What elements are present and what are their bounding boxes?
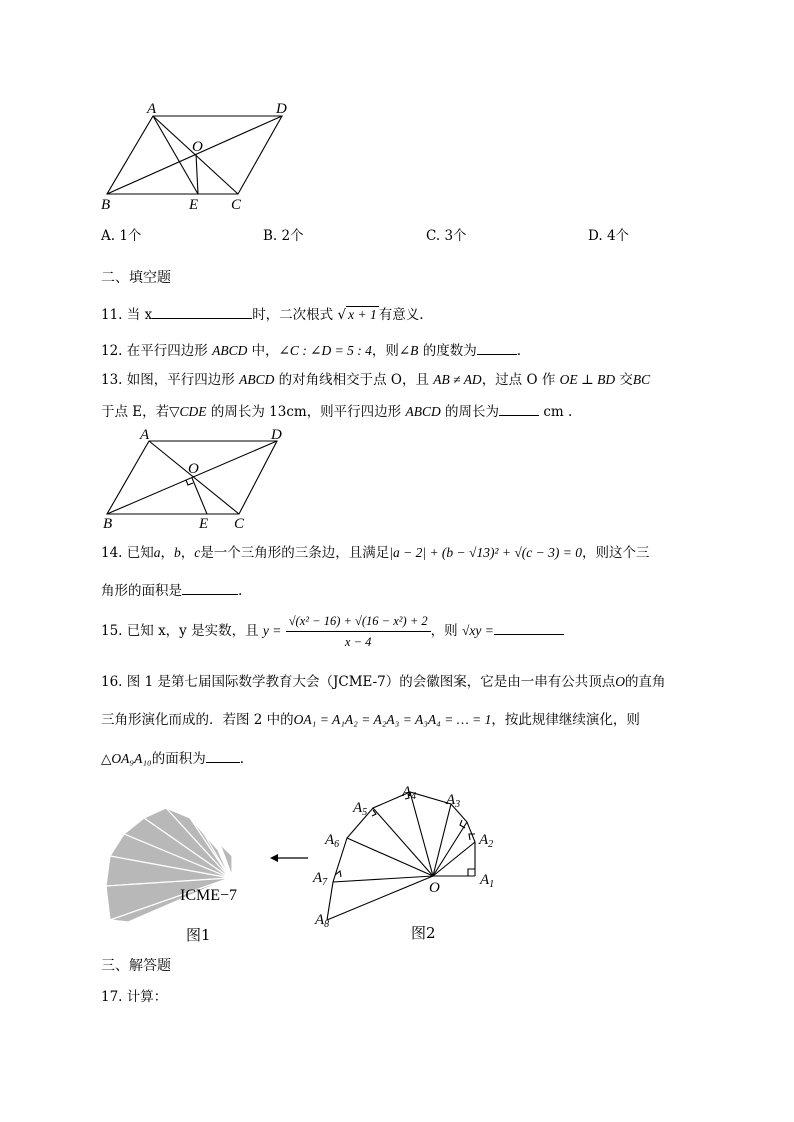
question-15: 15. 已知 x，y 是实数，且 y = $\frac{\text{√(x² − 16) + √(16 − x²) + 2}}{x - 4}$ ，则 √xy = [101, 613, 564, 650]
label-A8: $A_8$ [315, 912, 330, 930]
figure-2-caption: 图2 [411, 924, 436, 942]
label-B: B [101, 197, 111, 213]
option-d[interactable]: D. 4个 [588, 228, 630, 244]
section-solve: 三、解答题 [101, 958, 171, 974]
label-C: C [234, 516, 245, 532]
option-a[interactable]: A. 1个 [101, 228, 142, 244]
label-O: O [192, 139, 203, 155]
answer-blank-14[interactable] [182, 580, 238, 595]
answer-blank-13[interactable] [499, 401, 539, 416]
option-c[interactable]: C. 3个 [426, 228, 467, 244]
figure-q13-parallelogram [95, 425, 300, 535]
label-A2: $A_2$ [479, 832, 494, 850]
answer-blank-16[interactable] [206, 748, 240, 763]
answer-blank-11[interactable] [152, 304, 252, 319]
label-A: A [140, 427, 150, 443]
label-A7: $A_7$ [313, 870, 328, 888]
label-O: O [188, 461, 199, 477]
label-A5: $A_5$ [353, 800, 368, 818]
figure-1-icme-logo [100, 800, 260, 950]
label-A4: $A_4$ [402, 784, 417, 802]
label-D: D [271, 427, 282, 443]
question-16-line1: 16. 图 1 是第七届国际数学教育大会（JCME-7）的会徽图案，它是由一串有公共顶点O的直角 [101, 674, 666, 690]
section-fill-in: 二、填空题 [101, 270, 171, 286]
label-A3: $A_3$ [446, 792, 461, 810]
label-A: A [147, 101, 157, 117]
question-14-line2: 角形的面积是 . [101, 580, 242, 601]
option-b[interactable]: B. 2个 [263, 228, 304, 244]
figure-top-parallelogram [95, 98, 300, 216]
arrow-left-icon [268, 850, 310, 866]
answer-blank-12[interactable] [477, 340, 517, 355]
question-11: 11. 当 x 时，二次根式 √ x + 1 有意义. [101, 304, 424, 325]
question-12: 12. 在平行四边形 ABCD 中，∠C : ∠D = 5 : 4，则∠B 的度数为 . [101, 340, 521, 361]
label-B: B [103, 516, 113, 532]
question-16-line2: 三角形演化而成的．若图 2 中的OA₁ = A₁A₂ = A₂A₃ = A₃A₄ = … = 1，按此规律继续演化，则 [101, 712, 640, 728]
figure-1-caption: 图1 [186, 926, 211, 944]
question-13-line1: 13. 如图，平行四边形 ABCD 的对角线相交于点 O，且 AB ≠ AD，过点 O 作 OE ⊥ BD 交BC [101, 372, 651, 388]
label-A1: $A_1$ [480, 872, 495, 890]
figure-2-spiral [305, 780, 515, 950]
label-E: E [189, 197, 199, 213]
label-C: C [231, 197, 242, 213]
label-E: E [199, 516, 209, 532]
label-O: O [429, 880, 440, 896]
label-D: D [276, 101, 287, 117]
label-A6: $A_6$ [325, 832, 340, 850]
question-16-line3: △OA₉A₁₀的面积为 . [101, 748, 244, 769]
question-14-line1: 14. 已知a，b，c是一个三角形的三条边，且满足|a − 2| + (b − √13)² + √(c − 3) = 0，则这个三 [101, 545, 650, 561]
question-13-line2: 于点 E，若▽CDE 的周长为 13cm，则平行四边形 ABCD 的周长为 cm . [101, 401, 572, 422]
question-17: 17. 计算： [101, 989, 168, 1005]
logo-text: ICME−7 [180, 887, 238, 904]
answer-blank-15[interactable] [494, 620, 564, 635]
